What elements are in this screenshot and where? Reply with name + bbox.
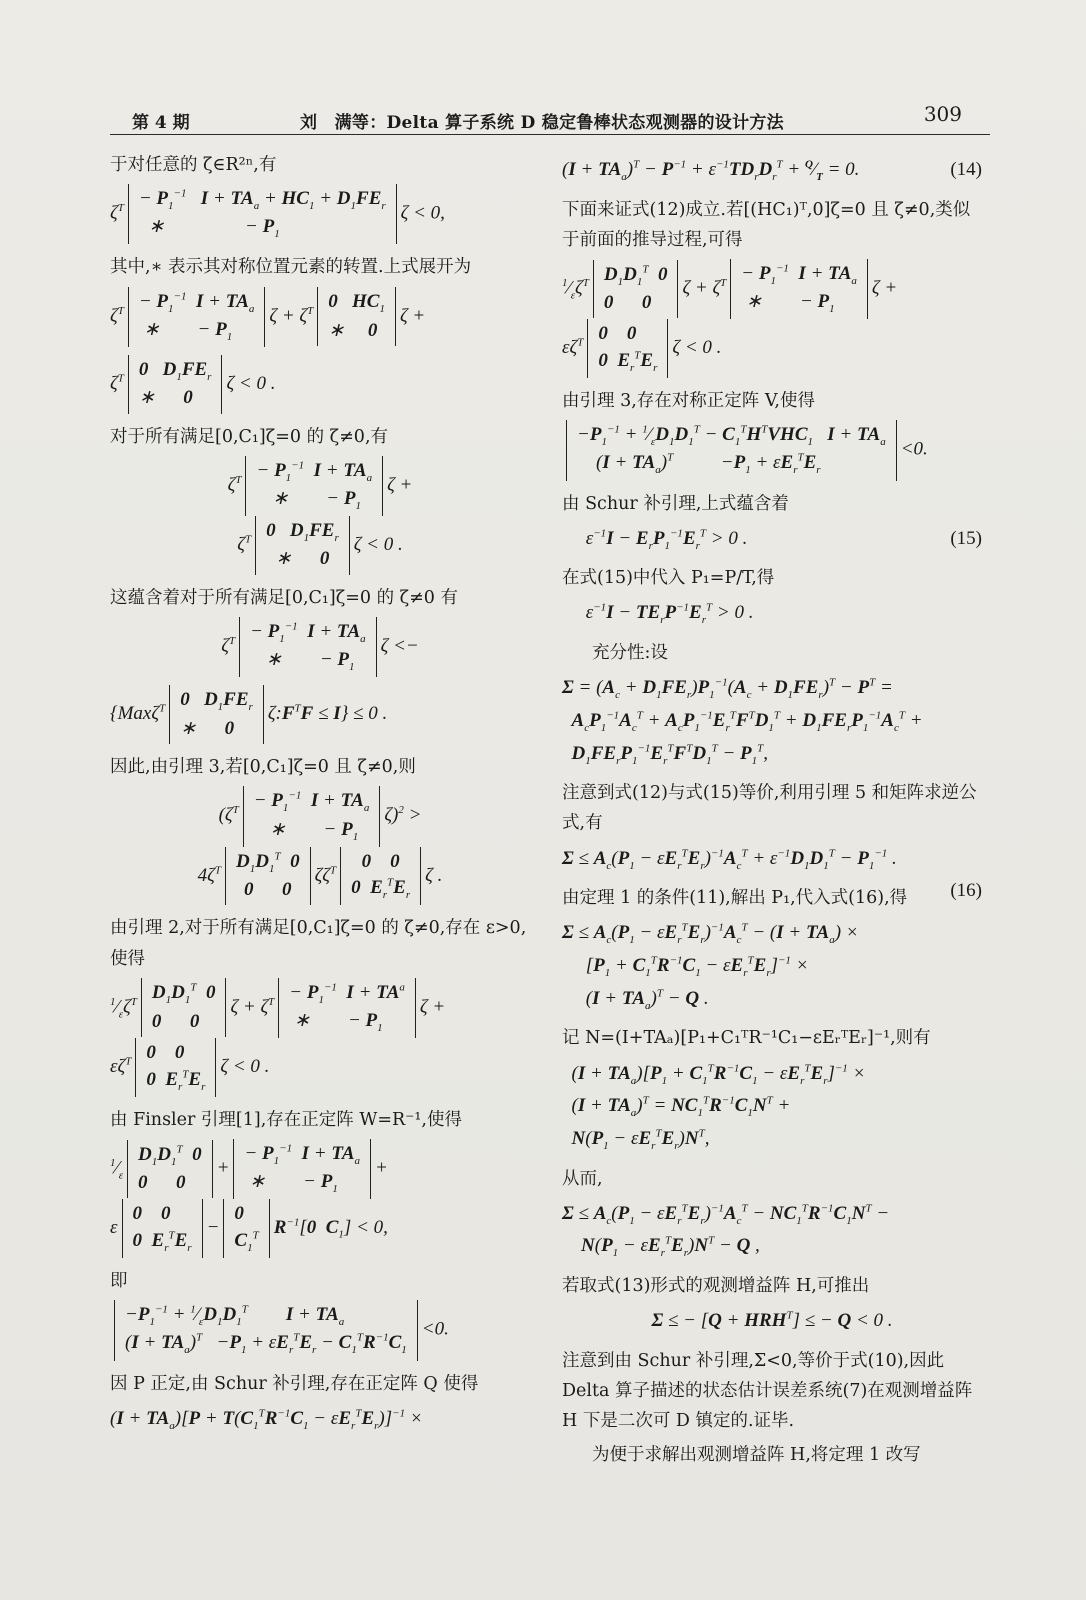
equation: $(I + TA_a)[P + T(C_1^TR^{-1}C_1 - \varepsilon E_r^TE_r)]^{-1}$ ×	[110, 1407, 423, 1432]
equation-number: (15)	[950, 527, 982, 549]
article-title: 刘 满等：Delta 算子系统 D 稳定鲁棒状态观测器的设计方法	[300, 113, 784, 133]
right-paragraph-6: 注意到式(12)与式(15)等价,利用引理 5 和矩阵求逆公式,有	[562, 783, 977, 834]
right-paragraph-1: 下面来证式(12)成立.若[(HC₁)ᵀ,0]ζ=0 且 ζ≠0,类似于前面的推导过程,可得	[562, 199, 971, 250]
left-paragraph-9: 因 P 正定,由 Schur 补引理,存在正定阵 Q 使得	[110, 1373, 479, 1394]
equation: $\varepsilon^{-1}I - E_rP_1^{-1}E_r^T > 0$ . (15)	[562, 523, 982, 556]
equation: Σ ≤ − $[Q + HRH^T]$ ≤ − Q < 0 .	[651, 1309, 893, 1332]
equation-number: (16)	[950, 880, 982, 902]
equation: $\zeta^T$ − $P_1^{-1}$ $I + TA_a$ ∗ − $P_1$ $\zeta + \zeta^T$ 0 $HC_1$ ∗ 0 ζ +	[110, 287, 530, 347]
equation: $^1⁄_\varepsilon\zeta^T$ $D_1D_1^T$ 0 0 0 $\zeta + \zeta^T$ − $P_1^{-1}$ $I + TA_a$ ∗ − $P_1$ ζ + $\varepsilon\zeta^T$ 0 0 0 $E_r^TE_r$ ζ < 0 .	[562, 259, 982, 378]
left-paragraph-2: 其中,∗ 表示其对称位置元素的转置.上式展开为	[110, 257, 472, 278]
equation: $\Sigma \le A_c(P_1 - \varepsilon E_r^TE_r)^{-1}A_c^T + \varepsilon^{-1}D_1D_1^T - P_1^{-1}$ . (16)	[562, 843, 982, 876]
equation: $(I + TA_a)^T - P^{-1} + \varepsilon^{-1}TD_rD_r^T$ + $^Q⁄_T = 0$. (14)	[562, 154, 982, 187]
equation: {Maxζ$^T$ 0 $D_1FE_r$ ∗ 0 $\zeta:F^TF \le I\} \le 0$ .	[110, 685, 530, 744]
left-paragraph-8: 即	[110, 1271, 128, 1292]
left-column	[110, 150, 530, 1443]
left-paragraph-5: 因此,由引理 3,若[0,C₁]ζ=0 且 ζ≠0,则	[110, 757, 416, 778]
equation: $\Sigma = (A_c + D_1FE_r)P_1^{-1}(A_c + D_1FE_r)^T - P^T$ = $A_cP_1^{-1}A_c^T + A_cP_1^{-1}E_r^TF^TD_1^T + D_1FE_rP_1^{-1}A_c^T$ + $D_1FE_rP_1^{-1}E_r^TF^TD_1^T - P_1^T$,	[562, 676, 923, 767]
issue-label: 第 4 期	[132, 113, 190, 133]
equation: $\varepsilon^{-1}I - TE_rP^{-1}E_r^T > 0$ .	[562, 602, 754, 627]
right-paragraph-11: 注意到由 Schur 补引理,Σ<0,等价于式(10),因此 Delta 算子描述的状态估计误差系统(7)在观测增益阵 H 下是二次可 D 镇定的.证毕.	[562, 1350, 973, 1432]
right-paragraph-5: 充分性:设	[592, 643, 668, 664]
equation: $^1⁄_\varepsilon$ $D_1D_1^T$ 0 0 0 + − $P_1^{-1}$ $I + TA_a$ ∗ − $P_1$ + ε 0 0 0 $E_r^TE_r$ − 0 $C_1^T$ $R^{-1}[0$ $C_1] < 0$,	[110, 1139, 530, 1258]
equation: $(I + TA_a)[P_1 + C_1^TR^{-1}C_1 - \varepsilon E_r^TE_r]^{-1}$ × $(I + TA_a)^T = NC_1^TR^{-1}C_1N^T$ + $N(P_1 - \varepsilon E_r^TE_r)N^T$,	[562, 1062, 866, 1152]
left-paragraph-1: 于对任意的 ζ∈R²ⁿ,有	[110, 155, 277, 175]
page-number: 309	[923, 102, 962, 126]
equation: $-P_1^{-1}$ + $^1⁄_\varepsilon D_1D_1^T$ $I + TA_a$ $(I + TA_a)^T -P_1 + \varepsilon E_r^TE_r - C_1^TR^{-1}C_1$ <0.	[110, 1300, 530, 1360]
equation: $\zeta^T$ − $P_1^{-1}$ $I + TA_a + HC_1 + D_1FE_r$ ∗ − $P_1$ ζ < 0,	[110, 184, 530, 244]
left-paragraph-3: 对于所有满足[0,C₁]ζ=0 的 ζ≠0,有	[110, 426, 389, 447]
equation: $\Sigma \le A_c(P_1 - \varepsilon E_r^TE_r)^{-1}A_c^T - NC_1^TR^{-1}C_1N^T$ − $N(P_1 - \varepsilon E_r^TE_r)N^T - Q$ ,	[562, 1202, 890, 1260]
equation: $\Sigma \le A_c(P_1 - \varepsilon E_r^TE_r)^{-1}A_c^T - (I + TA_a)$ × $[P_1 + C_1^TR^{-1}C_1 - \varepsilon E_r^TE_r]^{-1}$ × $(I + TA_a)^T - Q$ .	[562, 921, 859, 1012]
right-paragraph-12: 为便于求解出观测增益阵 H,将定理 1 改写	[592, 1445, 921, 1466]
equation: ($\zeta^T$ − $P_1^{-1}$ $I + TA_a$ ∗ − $P_1$ ζ)$^2$ > $4\zeta^T$ $D_1D_1^T$ 0 0 0 $\zeta\zeta^T$ 0 0 0 $E_r^TE_r$ ζ .	[110, 786, 530, 905]
right-paragraph-4: 在式(15)中代入 P₁=P/T,得	[562, 568, 775, 589]
right-paragraph-7: 由定理 1 的条件(11),解出 P₁,代入式(16),得	[562, 888, 908, 909]
left-paragraph-6: 由引理 2,对于所有满足[0,C₁]ζ=0 的 ζ≠0,存在 ε>0,使得	[110, 918, 527, 969]
equation: $\zeta^T$ − $P_1^{-1}$ $I + TA_a$ ∗ − $P_1$ ζ + $\zeta^T$ 0 $D_1FE_r$ ∗ 0 ζ < 0 .	[110, 456, 530, 575]
right-paragraph-8: 记 N=(I+TAₐ)[P₁+C₁ᵀR⁻¹C₁−εEᵣᵀEᵣ]⁻¹,则有	[562, 1028, 931, 1049]
left-paragraph-7: 由 Finsler 引理[1],存在正定阵 W=R⁻¹,使得	[110, 1109, 462, 1130]
left-paragraph-4: 这蕴含着对于所有满足[0,C₁]ζ=0 的 ζ≠0 有	[110, 587, 459, 608]
right-paragraph-10: 若取式(13)形式的观测增益阵 H,可推出	[562, 1276, 870, 1297]
equation: $\zeta^T$ − $P_1^{-1}$ $I + TA_a$ ∗ − $P_1$ ζ <−	[110, 617, 530, 677]
right-paragraph-2: 由引理 3,存在对称正定阵 V,使得	[562, 391, 815, 412]
right-paragraph-9: 从而,	[562, 1168, 603, 1189]
equation: $-P_1^{-1}$ + $^1⁄_\varepsilon D_1D_1^T - C_1^TH^TVHC_1$ $I + TA_a$ $(I + TA_a)^T$ $-P_1 + \varepsilon E_r^TE_r$ <0.	[562, 420, 982, 480]
equation: $\zeta^T$ 0 $D_1FE_r$ ∗ 0 ζ < 0 .	[110, 355, 530, 414]
equation-number: (14)	[950, 159, 982, 180]
equation: $^1⁄_\varepsilon\zeta^T$ $D_1D_1^T$ 0 0 0 $\zeta + \zeta^T$ − $P_1^{-1}$ $I + TA^a$ ∗ − $P_1$ ζ + $\varepsilon\zeta^T$ 0 0 0 $E_r^TE_r$ ζ < 0 .	[110, 978, 530, 1097]
right-paragraph-3: 由 Schur 补引理,上式蕴含着	[562, 493, 789, 514]
running-header	[110, 100, 990, 135]
right-column	[562, 150, 982, 1474]
